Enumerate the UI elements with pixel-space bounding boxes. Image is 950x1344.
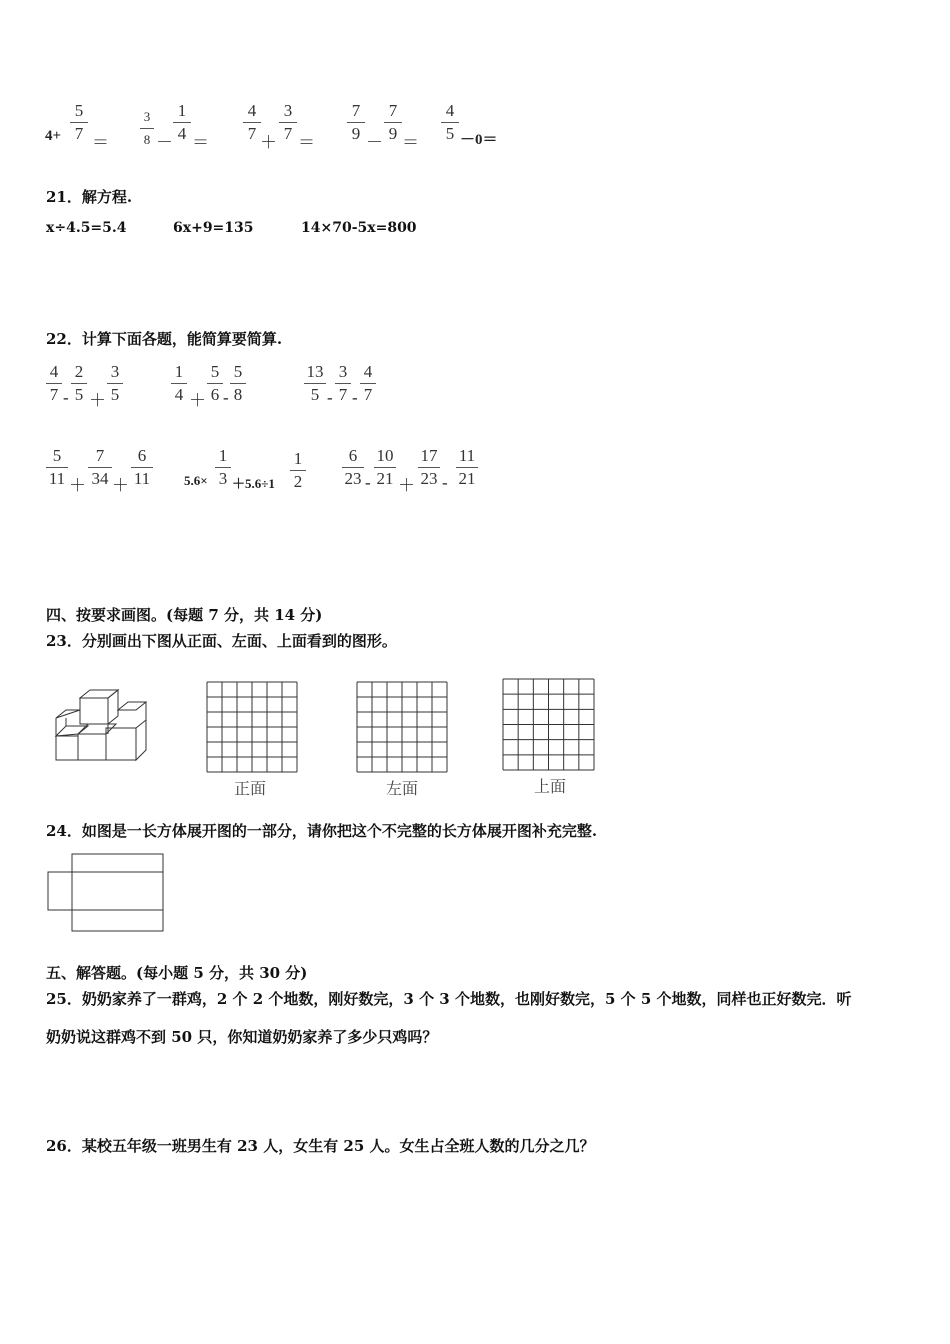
minus-sign: - — [327, 388, 333, 407]
minus-sign: - — [63, 388, 69, 407]
fraction: 5 8 — [230, 363, 246, 404]
q25-line-2: 奶奶说这群鸡不到 50 只，你知道奶奶家养了多少只鸡吗？ — [46, 1028, 438, 1046]
fraction: 7 9 — [384, 102, 402, 143]
expr5-tail: －0＝ — [460, 132, 498, 148]
q24-title: 24．如图是一长方体展开图的一部分，请你把这个不完整的长方体展开图补充完整. — [46, 822, 598, 840]
equals-sign: ＝ — [298, 133, 315, 152]
equals-sign: ＝ — [192, 133, 209, 152]
cuboid-net-figure — [47, 853, 165, 933]
equation-3: 14×70-5x=800 — [301, 220, 417, 236]
fraction: 7 34 — [88, 447, 112, 488]
fraction: 1 4 — [171, 363, 187, 404]
q23-title: 23．分别画出下图从正面、左面、上面看到的图形。 — [46, 632, 397, 650]
left-view-grid — [356, 681, 448, 775]
minus-sign: － — [156, 133, 173, 152]
plus-sign: ＋ — [260, 133, 277, 152]
fraction: 3 7 — [279, 102, 297, 143]
equals-sign: ＝ — [92, 133, 109, 152]
equals-sign: ＝ — [402, 133, 419, 152]
left-view-label: 左面 — [386, 779, 419, 798]
expr-prefix: 5.6× — [184, 473, 208, 488]
minus-sign: - — [223, 388, 229, 407]
fraction: 2 5 — [71, 363, 87, 404]
fraction: 4 7 — [360, 363, 376, 404]
fraction: 1 4 — [173, 102, 191, 143]
fraction: 4 5 — [441, 102, 459, 143]
equation-2: 6x+9=135 — [173, 220, 254, 236]
fraction: 6 11 — [131, 447, 153, 488]
top-view-grid — [502, 678, 596, 772]
cube-stack-figure — [50, 688, 150, 762]
fraction: 5 11 — [46, 447, 68, 488]
q25-line-1: 25．奶奶家养了一群鸡，2 个 2 个地数，刚好数完，3 个 3 个地数，也刚好数完，5 个 5 个地数，同样也正好数完．听 — [46, 990, 852, 1008]
fraction: 3 8 — [140, 108, 154, 149]
fraction: 10 21 — [374, 447, 396, 488]
plus-sign: ＋ — [398, 476, 415, 495]
minus-sign: － — [366, 133, 383, 152]
minus-sign: - — [442, 473, 448, 492]
top-view-label: 上面 — [534, 777, 567, 796]
fraction: 17 23 — [418, 447, 440, 488]
front-view-label: 正面 — [234, 779, 267, 798]
fraction: 13 5 — [304, 363, 326, 404]
fraction: 6 23 — [342, 447, 364, 488]
plus-sign: ＋ — [69, 476, 86, 495]
fraction: 7 9 — [347, 102, 365, 143]
fraction: 3 7 — [335, 363, 351, 404]
fraction: 3 5 — [107, 363, 123, 404]
fraction: 1 3 — [215, 447, 231, 488]
equation-1: x÷4.5=5.4 — [46, 220, 127, 236]
plus-sign: ＋ — [112, 476, 129, 495]
fraction: 1 2 — [290, 450, 306, 491]
plus-sign: ＋ — [89, 391, 106, 410]
q22-title: 22．计算下面各题，能简算要简算. — [46, 330, 283, 348]
minus-sign: - — [352, 388, 358, 407]
section-4-title: 四、按要求画图。(每题 7 分，共 14 分) — [46, 606, 323, 624]
fraction: 5 7 — [70, 102, 88, 143]
q21-title: 21．解方程. — [46, 188, 133, 206]
expr1-lead: 4+ — [45, 128, 62, 144]
expr-mid: ＋5.6÷1 — [232, 476, 275, 491]
fraction: 5 6 — [207, 363, 223, 404]
section-5-title: 五、解答题。(每小题 5 分，共 30 分) — [46, 964, 308, 982]
plus-sign: ＋ — [189, 391, 206, 410]
q26-title: 26．某校五年级一班男生有 23 人，女生有 25 人。女生占全班人数的几分之几？ — [46, 1137, 595, 1155]
fraction: 11 21 — [456, 447, 478, 488]
minus-sign: - — [365, 473, 371, 492]
front-view-grid — [206, 681, 298, 775]
fraction: 4 7 — [243, 102, 261, 143]
fraction: 4 7 — [46, 363, 62, 404]
